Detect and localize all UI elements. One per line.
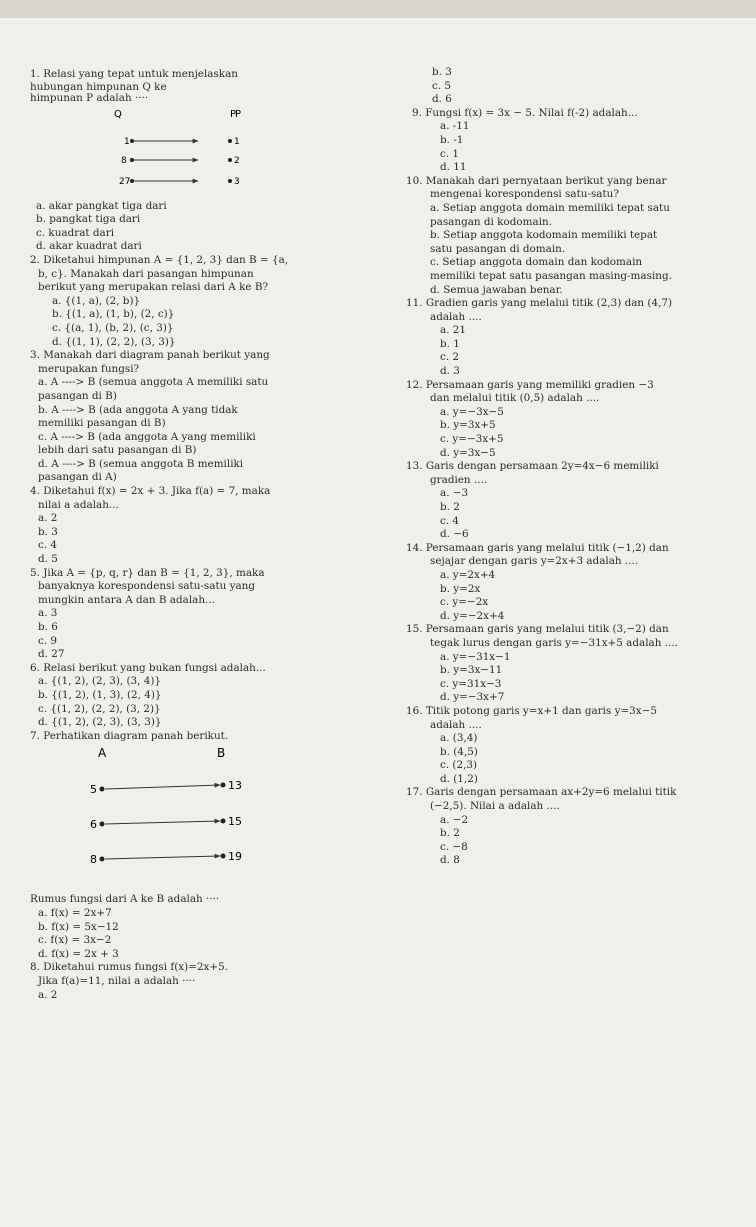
- question-15-line-1: 15. Persamaan garis yang melalui titik (3,−2) dan: [406, 623, 669, 636]
- question-5-option-a[interactable]: a. 3: [38, 607, 58, 620]
- question-2-line-3: berikut yang merupakan relasi dari A ke B?: [38, 281, 269, 294]
- question-17-option-c[interactable]: c. −8: [440, 840, 468, 853]
- question-2: [30, 254, 370, 349]
- arrow-diagram-q-to-p: [30, 104, 237, 200]
- question-5-line-1: 5. Jika A = {p, q, r} dan B = {1, 2, 3}, maka: [30, 566, 265, 579]
- question-1-option-b[interactable]: b. pangkat tiga dari: [36, 213, 141, 226]
- question-13-line-2: gradien ....: [430, 473, 488, 486]
- question-3-line-2: merupakan fungsi?: [38, 362, 140, 375]
- question-7-arrow-diagram: [30, 743, 370, 893]
- question-4-option-a[interactable]: a. 2: [38, 512, 58, 525]
- question-13-option-c[interactable]: c. 4: [440, 514, 460, 527]
- question-8-line-2: Jika f(a)=11, nilai a adalah ····: [38, 974, 196, 987]
- question-3-option-d-cont: pasangan di A): [38, 471, 117, 484]
- question-17-option-d[interactable]: d. 8: [440, 854, 460, 867]
- question-2-line-1: 2. Diketahui himpunan A = {1, 2, 3} dan B = {a,: [30, 253, 289, 266]
- set-b-label: B: [217, 746, 226, 761]
- question-3-option-c[interactable]: c. A ----> B (ada anggota A yang memiliki: [38, 430, 256, 443]
- question-8: [30, 961, 370, 1002]
- question-15-line-2: tegak lurus dengan garis y=−31x+5 adalah ....: [430, 636, 678, 649]
- question-4-line-1: 4. Diketahui f(x) = 2x + 3. Jika f(a) = 7, maka: [30, 485, 271, 498]
- question-8-line-1: 8. Diketahui rumus fungsi f(x)=2x+5.: [30, 961, 228, 974]
- question-1-option-c[interactable]: c. kuadrat dari: [36, 226, 115, 239]
- question-7-option-b[interactable]: b. f(x) = 5x−12: [38, 920, 119, 933]
- question-12-line-1: 12. Persamaan garis yang memiliki gradien −3: [406, 378, 654, 391]
- b-dot-1: [221, 783, 226, 788]
- question-1-option-a[interactable]: a. akar pangkat tiga dari: [36, 199, 167, 212]
- question-6-option-b[interactable]: b. {(1, 2), (1, 3), (2, 4)}: [38, 688, 162, 701]
- question-10-line-2: mengenai korespondensi satu-satu?: [430, 188, 619, 201]
- question-14-option-a[interactable]: a. y=2x+4: [440, 568, 496, 581]
- q-dot-2: [130, 158, 134, 162]
- question-16-option-b[interactable]: b. (4,5): [440, 745, 478, 758]
- question-1: [30, 68, 370, 254]
- question-4-line-2: nilai a adalah...: [38, 498, 119, 511]
- question-7-option-d[interactable]: d. f(x) = 2x + 3: [38, 947, 119, 960]
- arrow-diagram-a-to-b: [30, 743, 290, 893]
- q-value-3: 27: [119, 176, 131, 187]
- question-4-option-b[interactable]: b. 3: [38, 525, 58, 538]
- question-3-option-c-cont: lebih dari satu pasangan di B): [38, 444, 197, 457]
- b-value-1: 13: [228, 779, 242, 793]
- p-dot-1: [228, 139, 232, 143]
- question-6-line-1: 6. Relasi berikut yang bukan fungsi adalah...: [30, 661, 266, 674]
- question-2-option-d[interactable]: d. {(1, 1), (2, 2), (3, 3)}: [52, 335, 176, 348]
- question-2-option-b[interactable]: b. {(1, a), (1, b), (2, c)}: [52, 308, 175, 321]
- question-15: [400, 623, 750, 705]
- question-12-option-d[interactable]: d. y=3x−5: [440, 446, 496, 459]
- question-1-line-2: hubungan himpunan Q ke: [30, 80, 167, 93]
- question-3-option-b-cont: memiliki pasangan di B): [38, 417, 166, 430]
- question-9-option-b[interactable]: b. -1: [440, 133, 464, 146]
- b-value-2: 15: [228, 815, 242, 829]
- question-17: [400, 786, 750, 868]
- question-13-line-1: 13. Garis dengan persamaan 2y=4x−6 memiliki: [406, 460, 659, 473]
- question-16-option-a[interactable]: a. (3,4): [440, 732, 478, 745]
- question-5: [30, 567, 370, 662]
- question-9: [400, 107, 750, 175]
- question-7-line-1: 7. Perhatikan diagram panah berikut.: [30, 729, 229, 742]
- question-8-option-b[interactable]: b. 3: [432, 66, 452, 78]
- p-value-3: 3: [234, 176, 240, 187]
- set-p-values: [200, 104, 320, 200]
- a-value-3: 8: [90, 853, 97, 867]
- question-5-option-b[interactable]: b. 6: [38, 621, 58, 633]
- b-dot-2: [221, 819, 226, 824]
- question-9-option-c[interactable]: c. 1: [440, 147, 460, 160]
- question-8-option-c[interactable]: c. 5: [432, 79, 452, 92]
- question-14-option-c[interactable]: c. y=−2x: [440, 596, 489, 609]
- a-dot-2: [100, 822, 105, 827]
- q-value-1: 1: [124, 136, 130, 147]
- set-p-label: P: [230, 108, 237, 120]
- question-4-option-c[interactable]: c. 4: [38, 539, 58, 552]
- question-12-option-a[interactable]: a. y=−3x−5: [440, 405, 504, 418]
- question-9-option-a[interactable]: a. -11: [440, 120, 470, 133]
- question-15-option-c[interactable]: c. y=31x−3: [440, 677, 502, 690]
- a-dot-1: [100, 787, 105, 792]
- p-dot-3: [228, 179, 232, 183]
- question-5-line-3: mungkin antara A dan B adalah...: [38, 593, 215, 606]
- question-5-option-c[interactable]: c. 9: [38, 634, 58, 647]
- question-8-option-d[interactable]: d. 6: [432, 93, 452, 106]
- question-8-option-a[interactable]: a. 2: [38, 988, 58, 1001]
- question-11-line-2: adalah ....: [430, 310, 482, 323]
- question-10-option-a[interactable]: a. Setiap anggota domain memiliki tepat satu: [430, 201, 670, 214]
- question-4: [30, 485, 370, 567]
- worksheet-page: [0, 18, 756, 1227]
- question-12-option-b[interactable]: b. y=3x+5: [440, 419, 496, 432]
- question-2-line-2: b, c}. Manakah dari pasangan himpunan: [38, 267, 254, 280]
- question-1-line-1: 1. Relasi yang tepat untuk menjelaskan: [30, 68, 238, 80]
- question-5-option-d[interactable]: d. 27: [38, 648, 65, 661]
- question-16-line-2: adalah ....: [430, 718, 482, 731]
- question-10-option-d[interactable]: d. Semua jawaban benar.: [430, 283, 563, 296]
- a-dot-3: [100, 857, 105, 862]
- question-9-line-1: 9. Fungsi f(x) = 3x − 5. Nilai f(-2) adalah...: [412, 106, 638, 119]
- question-17-line-1: 17. Garis dengan persamaan ax+2y=6 melalui titik: [406, 786, 677, 799]
- question-6-option-d[interactable]: d. {(1, 2), (2, 3), (3, 3)}: [38, 716, 162, 729]
- a-value-1: 5: [90, 783, 97, 797]
- question-13-option-d[interactable]: d. −6: [440, 528, 469, 541]
- question-10-option-a-cont: pasangan di kodomain.: [430, 215, 553, 228]
- question-16-option-d[interactable]: d. (1,2): [440, 772, 478, 785]
- question-3-option-d[interactable]: d. A ----> B (semua anggota B memiliki: [38, 457, 244, 470]
- question-14-option-b[interactable]: b. y=2x: [440, 582, 481, 595]
- right-column: [400, 66, 750, 868]
- question-1-option-d[interactable]: d. akar kuadrat dari: [36, 240, 142, 253]
- question-12-line-2: dan melalui titik (0,5) adalah ....: [430, 392, 600, 405]
- question-13-option-a[interactable]: a. −3: [440, 487, 469, 500]
- b-dot-3: [221, 854, 226, 859]
- question-11: [400, 297, 750, 379]
- p-value-1: 1: [234, 136, 240, 147]
- question-15-option-a[interactable]: a. y=−31x−1: [440, 650, 511, 663]
- question-11-option-a[interactable]: a. 21: [440, 324, 467, 337]
- question-7: [30, 730, 370, 962]
- question-5-line-2: banyaknya korespondensi satu-satu yang: [38, 580, 256, 593]
- q-dot-3: [130, 179, 134, 183]
- a-value-2: 6: [90, 818, 97, 832]
- p-value-2: 2: [234, 155, 240, 166]
- question-8-continued: [400, 66, 750, 107]
- question-17-line-2: (−2,5). Nilai a adalah ....: [430, 800, 560, 813]
- question-15-option-d[interactable]: d. y=−3x+7: [440, 691, 505, 704]
- q7-mapping-arrow-3: [105, 856, 220, 859]
- question-10-option-c-cont: memiliki tepat satu pasangan masing-masing.: [430, 269, 672, 282]
- q-value-2: 8: [121, 155, 127, 166]
- question-10-line-1: 10. Manakah dari pernyataan berikut yang benar: [406, 174, 667, 187]
- set-p-label-display: P: [235, 108, 242, 120]
- question-3-option-a[interactable]: a. A ----> B (semua anggota A memiliki satu: [38, 376, 269, 389]
- question-16-option-c[interactable]: c. (2,3): [440, 759, 478, 772]
- question-11-line-1: 11. Gradien garis yang melalui titik (2,3) dan (4,7): [406, 297, 673, 310]
- question-14-option-d[interactable]: d. y=−2x+4: [440, 609, 505, 622]
- b-value-3: 19: [228, 850, 242, 864]
- question-1-arrow-diagram: [30, 104, 370, 200]
- question-3-option-b[interactable]: b. A ----> B (ada anggota A yang tidak: [38, 403, 238, 416]
- question-7-option-a[interactable]: a. f(x) = 2x+7: [38, 906, 112, 919]
- question-10-option-c[interactable]: c. Setiap anggota domain dan kodomain: [430, 256, 643, 269]
- question-14: [400, 542, 750, 624]
- question-11-option-b[interactable]: b. 1: [440, 337, 460, 350]
- question-10: [400, 175, 750, 297]
- question-17-option-b[interactable]: b. 2: [440, 827, 460, 840]
- question-7-prompt: Rumus fungsi dari A ke B adalah ····: [30, 893, 220, 906]
- question-4-option-d[interactable]: d. 5: [38, 553, 58, 566]
- question-3-line-1: 3. Manakah dari diagram panah berikut yang: [30, 349, 270, 362]
- question-3: [30, 349, 370, 485]
- question-6-option-a[interactable]: a. {(1, 2), (2, 3), (3, 4)}: [38, 675, 162, 688]
- question-12-option-c[interactable]: c. y=−3x+5: [440, 433, 504, 446]
- question-1-line-3: himpunan P adalah ····: [30, 91, 149, 104]
- question-13: [400, 460, 750, 542]
- question-10-option-b[interactable]: b. Setiap anggota kodomain memiliki tepat: [430, 229, 658, 242]
- q-dot-1: [130, 139, 134, 143]
- question-13-option-b[interactable]: b. 2: [440, 501, 460, 513]
- question-12: [400, 379, 750, 461]
- question-6: [30, 662, 370, 730]
- q7-mapping-arrow-1: [105, 785, 220, 789]
- question-11-option-d[interactable]: d. 3: [440, 365, 460, 378]
- set-q-label: Q: [114, 108, 122, 120]
- p-dot-2: [228, 158, 232, 162]
- question-11-option-c[interactable]: c. 2: [440, 351, 460, 364]
- question-16-line-1: 16. Titik potong garis y=x+1 dan garis y=3x−5: [406, 704, 657, 717]
- question-10-option-b-cont: satu pasangan di domain.: [430, 242, 566, 255]
- question-17-option-a[interactable]: a. −2: [440, 813, 469, 826]
- question-14-line-2: sejajar dengan garis y=2x+3 adalah ....: [430, 555, 639, 568]
- question-14-line-1: 14. Persamaan garis yang melalui titik (−1,2) dan: [406, 541, 669, 554]
- question-3-option-a-cont: pasangan di B): [38, 389, 117, 402]
- question-16: [400, 705, 750, 787]
- set-a-label: A: [98, 746, 107, 761]
- question-9-option-d[interactable]: d. 11: [440, 161, 467, 174]
- question-15-option-b[interactable]: b. y=3x−11: [440, 664, 503, 677]
- left-column: [30, 68, 370, 1002]
- question-7-option-c[interactable]: c. f(x) = 3x−2: [38, 934, 112, 947]
- question-2-option-c[interactable]: c. {(a, 1), (b, 2), (c, 3)}: [52, 321, 174, 334]
- question-2-option-a[interactable]: a. {(1, a), (2, b)}: [52, 294, 141, 307]
- q7-mapping-arrow-2: [105, 821, 220, 824]
- question-6-option-c[interactable]: c. {(1, 2), (2, 2), (3, 2)}: [38, 702, 161, 715]
